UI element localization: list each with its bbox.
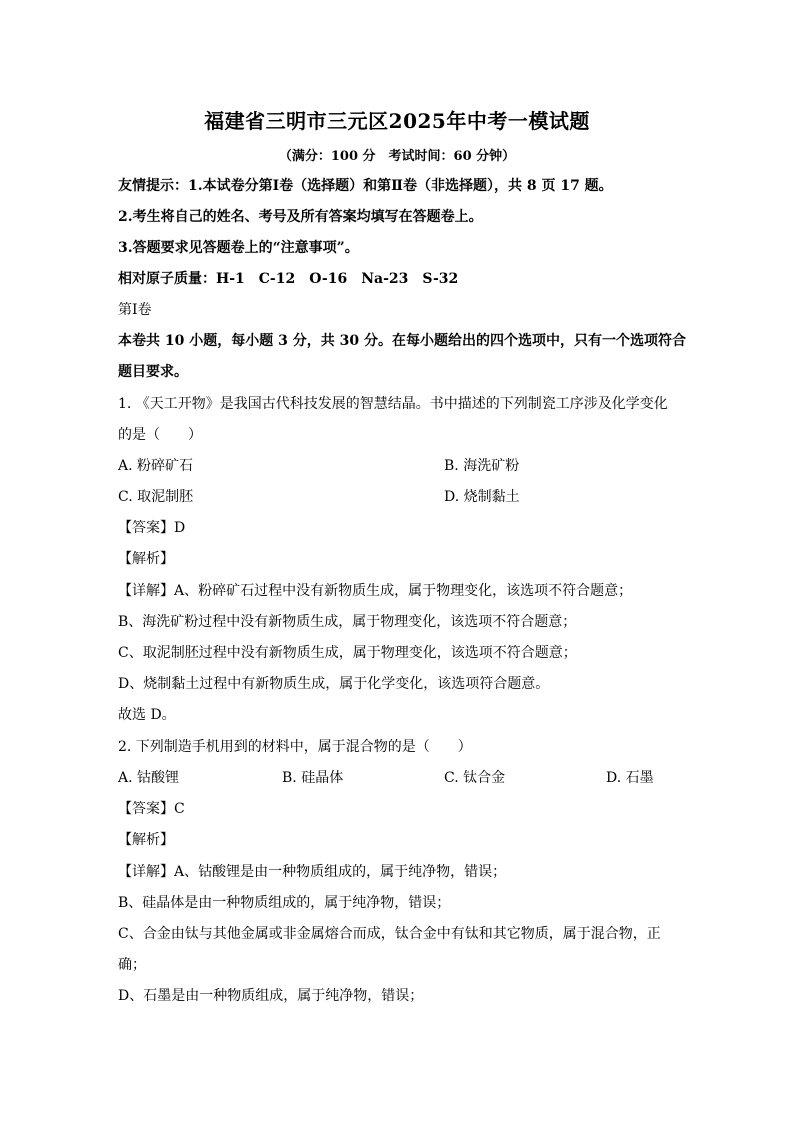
q2-option-c: C. 钛合金 bbox=[444, 770, 506, 786]
note-line-3: 3.答题要求见答题卷上的“注意事项”。 bbox=[118, 240, 359, 256]
instruction-line-2: 题目要求。 bbox=[118, 364, 188, 380]
q2-option-b: B. 硅晶体 bbox=[282, 770, 344, 786]
q1-answer: 【答案】D bbox=[118, 520, 186, 536]
page-title: 福建省三明市三元区2025年中考一模试题 bbox=[204, 109, 590, 133]
q1-stem-line-1: 1. 《天工开物》是我国古代科技发展的智慧结晶。书中描述的下列制瓷工序涉及化学变化 bbox=[118, 396, 668, 412]
q1-option-a: A. 粉碎矿石 bbox=[118, 458, 194, 474]
q2-detail-line: 【详解】A、钴酸锂是由一种物质组成的，属于纯净物，错误； bbox=[118, 864, 507, 880]
q1-option-d: D. 烧制黏土 bbox=[444, 489, 520, 505]
q2-detail-line: 确； bbox=[118, 957, 146, 973]
q2-detail-line: C、合金由钛与其他金属或非金属熔合而成，钛合金中有钛和其它物质，属于混合物，正 bbox=[118, 926, 661, 942]
note-line-1: 友情提示：1.本试卷分第Ⅰ卷（选择题）和第Ⅱ卷（非选择题），共 8 页 17 题。 bbox=[118, 178, 613, 194]
q2-analysis-label: 【解析】 bbox=[118, 832, 174, 848]
q2-option-d: D. 石墨 bbox=[606, 770, 654, 786]
q1-detail-line: D、烧制黏土过程中有新物质生成，属于化学变化，该选项符合题意。 bbox=[118, 676, 550, 692]
q2-detail-line: D、石墨是由一种物质组成，属于纯净物，错误； bbox=[118, 988, 424, 1004]
q1-detail-line: B、海洗矿粉过程中没有新物质生成，属于物理变化，该选项不符合题意； bbox=[118, 614, 577, 630]
note-line-2: 2.考生将自己的姓名、考号及所有答案均填写在答题卷上。 bbox=[118, 209, 483, 225]
q1-conclusion: 故选 D。 bbox=[118, 707, 176, 723]
atomic-mass-line: 相对原子质量：H-1 C-12 O-16 Na-23 S-32 bbox=[118, 271, 459, 287]
q1-detail-line: 【详解】A、粉碎矿石过程中没有新物质生成，属于物理变化，该选项不符合题意； bbox=[118, 583, 633, 599]
section-heading: 第Ⅰ卷 bbox=[118, 302, 152, 318]
q1-option-c: C. 取泥制胚 bbox=[118, 489, 194, 505]
q2-option-a: A. 钴酸锂 bbox=[118, 770, 180, 786]
q2-detail-line: B、硅晶体是由一种物质组成的，属于纯净物，错误； bbox=[118, 895, 451, 911]
q2-answer: 【答案】C bbox=[118, 801, 185, 817]
instruction-line-1: 本卷共 10 小题，每小题 3 分，共 30 分。在每小题给出的四个选项中，只有一个选项符合 bbox=[118, 333, 686, 349]
q1-analysis-label: 【解析】 bbox=[118, 551, 174, 567]
q1-detail-line: C、取泥制胚过程中没有新物质生成，属于物理变化，该选项不符合题意； bbox=[118, 645, 577, 661]
q1-stem-line-2: 的是（ ） bbox=[118, 427, 202, 443]
q2-stem: 2. 下列制造手机用到的材料中，属于混合物的是（ ） bbox=[118, 739, 472, 755]
exam-info: （满分：100 分 考试时间：60 分钟） bbox=[278, 149, 516, 164]
q1-option-b: B. 海洗矿粉 bbox=[444, 458, 520, 474]
